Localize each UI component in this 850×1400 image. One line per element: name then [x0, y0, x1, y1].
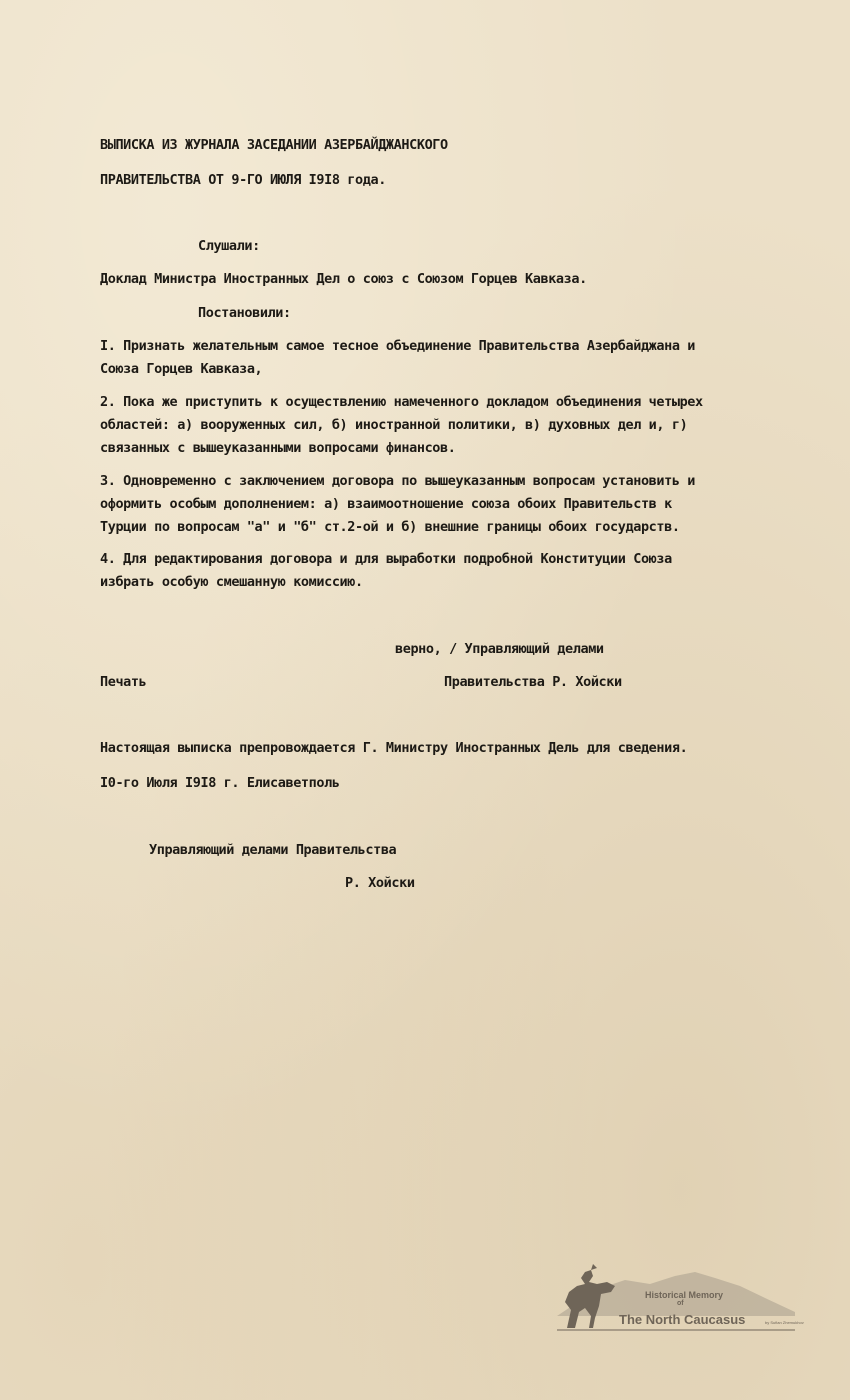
- resolution-1-line-1: I. Признать желательным самое тесное объединение Правительства Азербайджана и: [100, 338, 696, 354]
- heard-label: Слушали:: [198, 238, 260, 254]
- seal-label: Печать: [100, 674, 147, 690]
- signature-name: Р. Хойски: [345, 875, 415, 891]
- north-caucasus-logo: [555, 1262, 804, 1334]
- resolution-2-line-2: областей: а) вооруженных сил, б) иностранной политики, в) духовных дел и, г): [100, 417, 688, 433]
- resolution-3-line-2: оформить особым дополнением: а) взаимоотношение союза обоих Правительств к: [100, 496, 672, 512]
- logo-text-author: by Sufian Zhemukhov: [765, 1320, 804, 1325]
- resolution-3-line-1: 3. Одновременно с заключением договора по вышеуказанным вопросам установить и: [100, 473, 696, 489]
- logo-text-north-caucasus: The North Caucasus: [619, 1312, 746, 1327]
- date-place: I0-го Июля I9I8 г. Елисаветполь: [100, 775, 340, 791]
- certification-line-2: Правительства Р. Хойски: [444, 674, 622, 690]
- header-line-2: ПРАВИТЕЛЬСТВА ОТ 9-ГО ИЮЛЯ I9I8 года.: [100, 172, 386, 188]
- header-line-1: ВЫПИСКА ИЗ ЖУРНАЛА ЗАСЕДАНИИ АЗЕРБАЙДЖАНСКОГО: [100, 137, 448, 153]
- resolution-1-line-2: Союза Горцев Кавказа,: [100, 361, 263, 377]
- certification-line-1: верно, / Управляющий делами: [395, 641, 604, 657]
- resolved-label: Постановили:: [198, 305, 291, 321]
- logo-text-historical-memory: Historical Memory: [645, 1290, 724, 1300]
- resolution-2-line-1: 2. Пока же приступить к осуществлению намеченного докладом объединения четырех: [100, 394, 703, 410]
- resolution-4-line-1: 4. Для редактирования договора и для выработки подробной Конституции Союза: [100, 551, 672, 567]
- resolution-4-line-2: избрать особую смешанную комиссию.: [100, 574, 363, 590]
- logo-text-of: of: [677, 1300, 684, 1307]
- resolution-3-line-3: Турции по вопросам "а" и "б" ст.2-ой и б) внешние границы обоих государств.: [100, 519, 680, 535]
- resolution-2-line-3: связанных с вышеуказанными вопросами финансов.: [100, 440, 456, 456]
- signature-title: Управляющий делами Правительства: [149, 842, 397, 858]
- forwarding-text: Настоящая выписка препровождается Г. Министру Иностранных Дель для сведения.: [100, 740, 688, 756]
- heard-text: Доклад Министра Иностранных Дел о союз с Союзом Горцев Кавказа.: [100, 271, 587, 287]
